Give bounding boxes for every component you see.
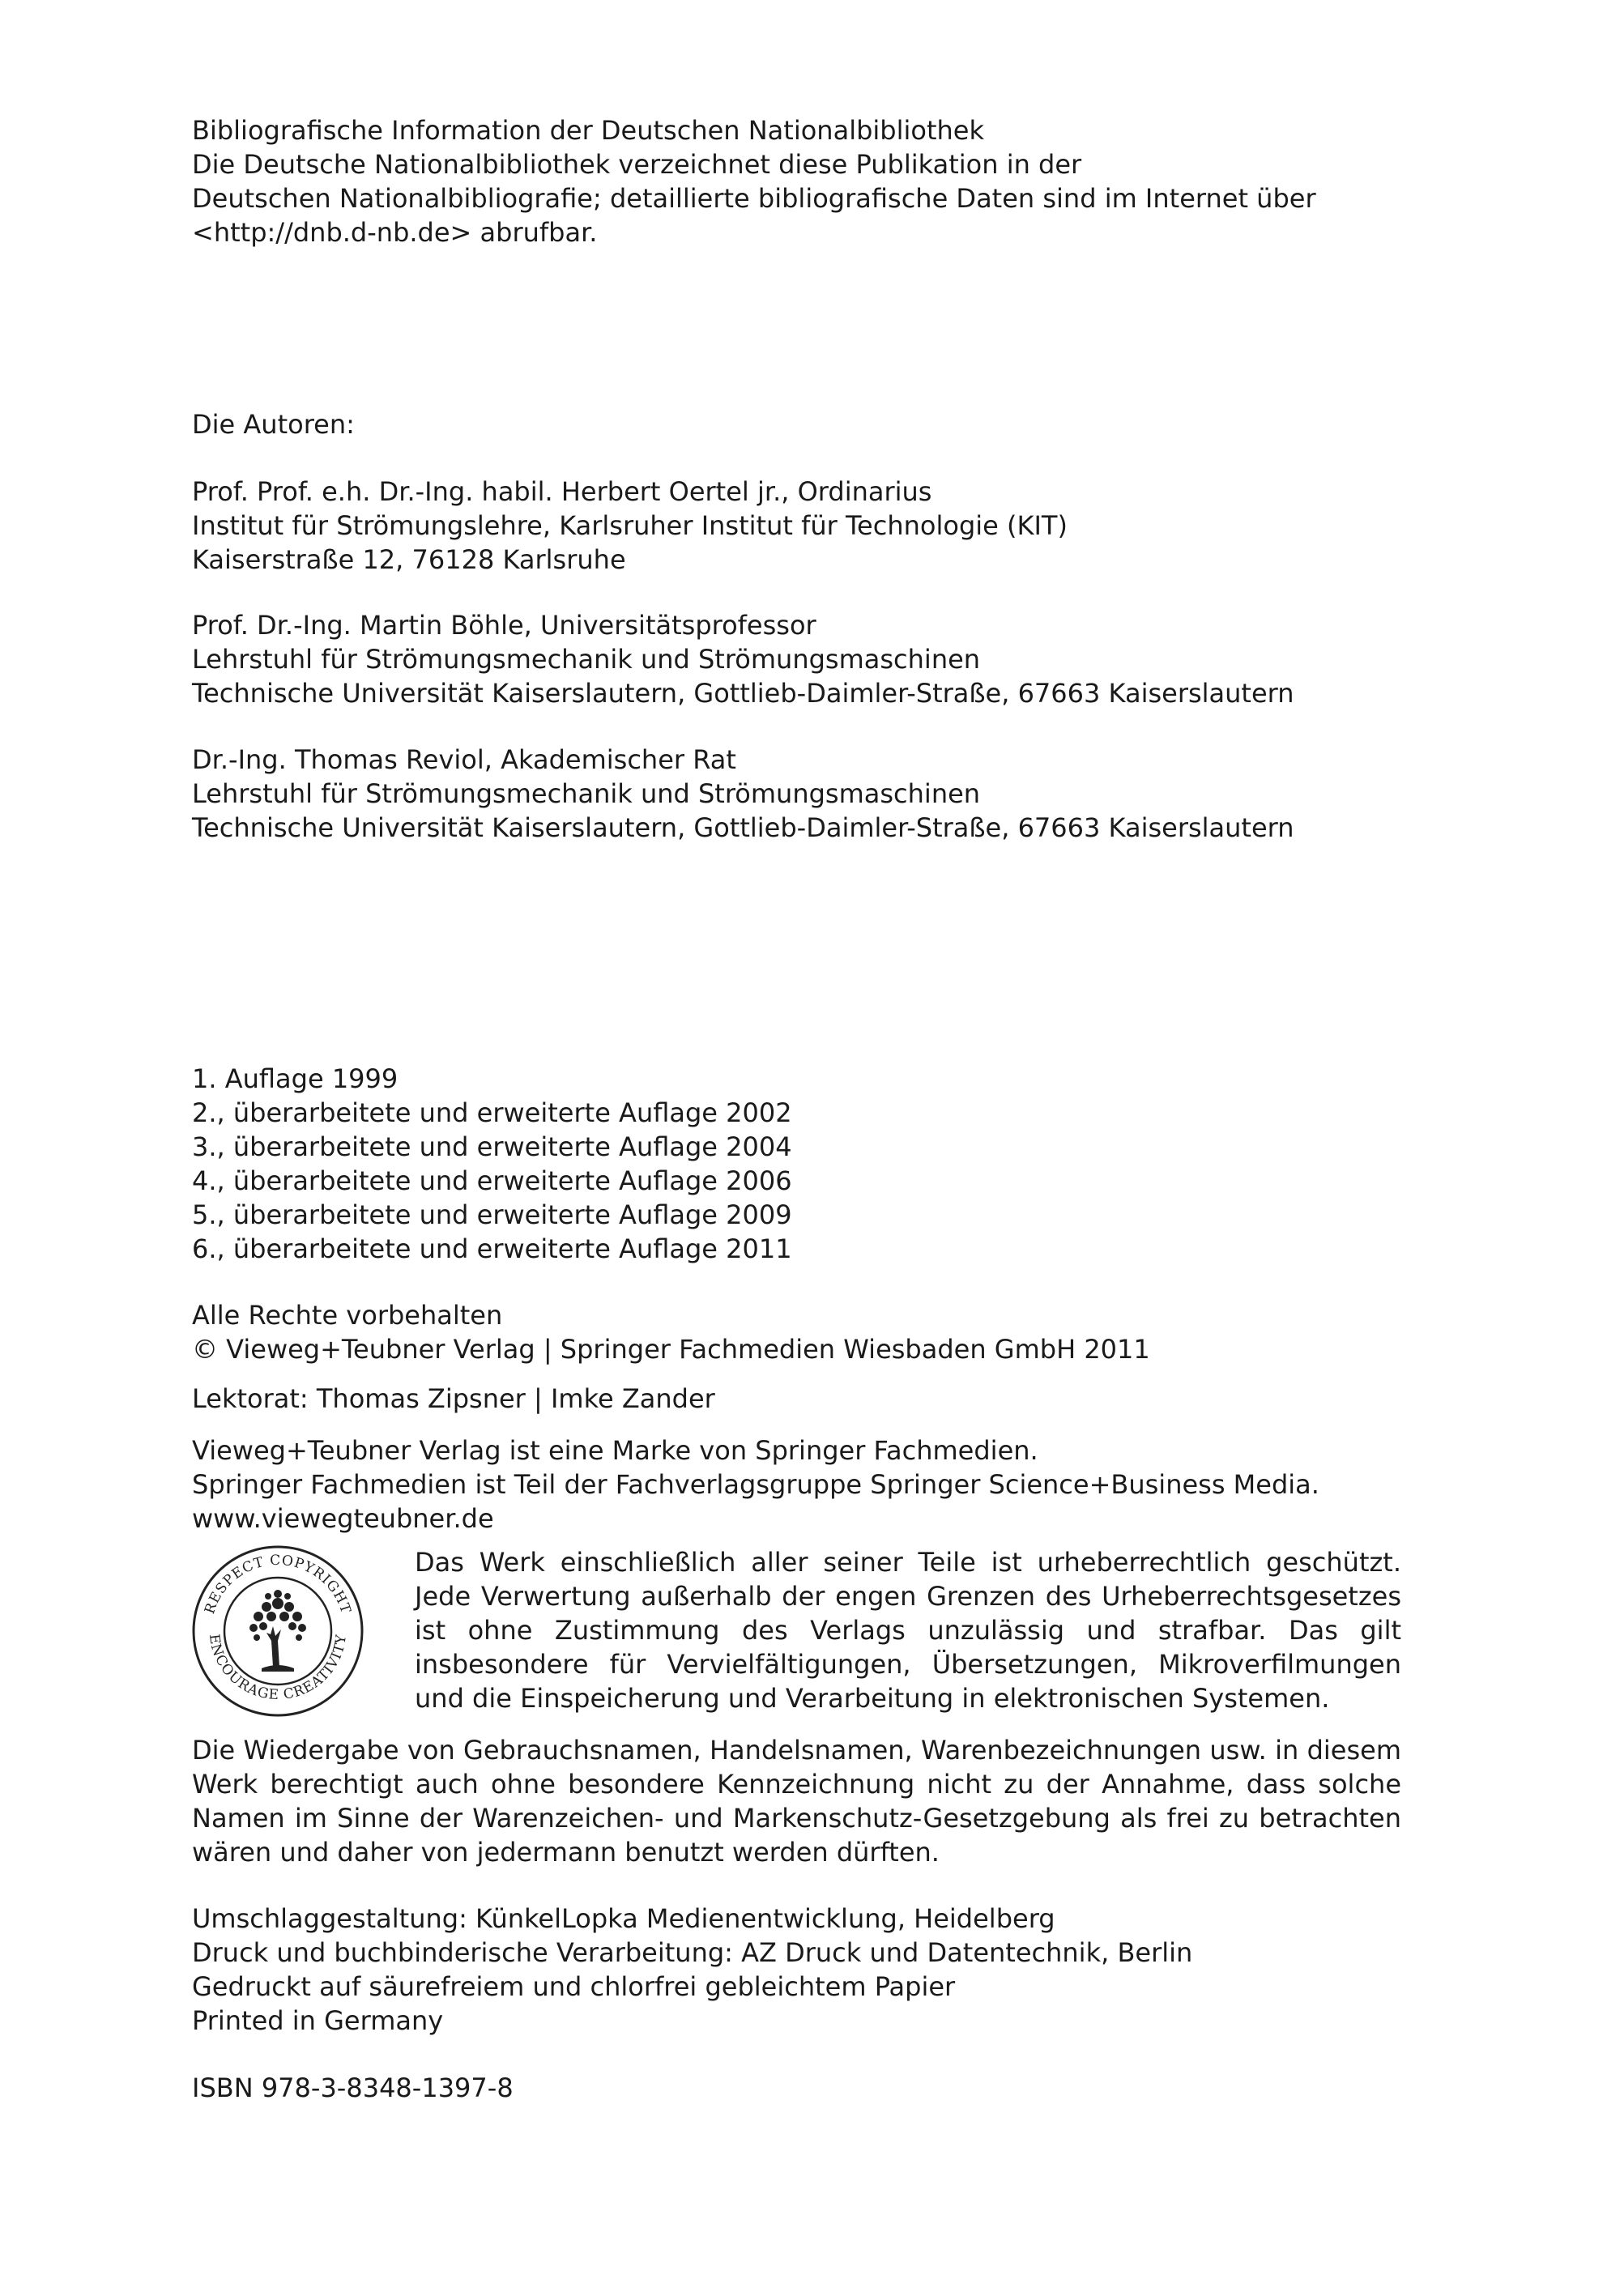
edition-line: 4., überarbeitete und erweiterte Auflage 2006	[192, 1165, 792, 1196]
production-line: Umschlaggestaltung: KünkelLopka Medienentwicklung, Heidelberg	[192, 1903, 1055, 1934]
author-line: Institut für Strömungslehre, Karlsruher Institut für Technologie (KIT)	[192, 510, 1068, 541]
seal-bottom-text: ENCOURAGE CREATIVITY	[205, 1633, 351, 1704]
edition-history	[192, 1062, 792, 1266]
author-entry	[192, 475, 1068, 577]
isbn	[192, 2071, 514, 2105]
seal-top-text: RESPECT COPYRIGHT	[202, 1552, 354, 1617]
publisher-line: Vieweg+Teubner Verlag ist eine Marke von Springer Fachmedien.	[192, 1435, 1038, 1466]
bib-line: Deutschen Nationalbibliografie; detaillierte bibliografische Daten sind im Internet über	[192, 183, 1316, 214]
edition-line: 6., überarbeitete und erweiterte Auflage 2011	[192, 1233, 792, 1264]
bibliographic-info	[192, 113, 1316, 249]
production-line: Gedruckt auf säurefreiem und chlorfrei gebleichtem Papier	[192, 1971, 956, 2002]
edition-line: 5., überarbeitete und erweiterte Auflage 2009	[192, 1199, 792, 1230]
copyright-notice	[415, 1545, 1401, 1715]
production-line: Printed in Germany	[192, 2005, 444, 2036]
author-line: Lehrstuhl für Strömungsmechanik und Strömungsmaschinen	[192, 778, 981, 809]
author-line: Kaiserstraße 12, 76128 Karlsruhe	[192, 544, 626, 575]
edition-line: 1. Auflage 1999	[192, 1063, 399, 1094]
authors-heading-text: Die Autoren:	[192, 409, 355, 440]
tree-icon	[192, 1545, 364, 1717]
editorial-credit	[192, 1382, 715, 1416]
author-entry	[192, 608, 1294, 710]
author-entry	[192, 743, 1294, 845]
copyright-seal	[192, 1545, 364, 1717]
author-line: Prof. Dr.-Ing. Martin Böhle, Universitätsprofessor	[192, 610, 816, 641]
bib-line: Bibliografische Information der Deutschen Nationalbibliothek	[192, 115, 984, 146]
author-line: Technische Universität Kaiserslautern, Gottlieb-Daimler-Straße, 67663 Kaiserslautern	[192, 678, 1294, 709]
publisher-info	[192, 1433, 1319, 1536]
edition-line: 3., überarbeitete und erweiterte Auflage 2004	[192, 1131, 792, 1162]
author-line: Prof. Prof. e.h. Dr.-Ing. habil. Herbert Oertel jr., Ordinarius	[192, 476, 932, 507]
publisher-line: Springer Fachmedien ist Teil der Fachverlagsgruppe Springer Science+Business Media.	[192, 1469, 1319, 1500]
trademark-notice	[192, 1733, 1401, 1869]
publisher-line[interactable]: www.viewegteubner.de	[192, 1503, 494, 1534]
author-line: Technische Universität Kaiserslautern, Gottlieb-Daimler-Straße, 67663 Kaiserslautern	[192, 812, 1294, 843]
edition-line: 2., überarbeitete und erweiterte Auflage 2002	[192, 1097, 792, 1128]
production-info	[192, 1902, 1192, 2038]
trademark-notice-text: Die Wiedergabe von Gebrauchsnamen, Handelsnamen, Warenbezeichnungen usw. in diesem Werk berechtigt auch ohne besondere Kennzeichnung nicht zu der Annahme, dass solche Namen im Sinne der Warenzeichen- und Markenschutz-Gesetzgebung als frei zu betrachten wären und daher von jedermann benutzt werden dürften.	[192, 1735, 1401, 1868]
author-line: Lehrstuhl für Strömungsmechanik und Strömungsmaschinen	[192, 644, 981, 675]
rights-reserved: Alle Rechte vorbehalten	[192, 1300, 503, 1331]
rights-statement	[192, 1298, 1150, 1366]
bib-line: <http://dnb.d-nb.de> abrufbar.	[192, 217, 598, 248]
production-line: Druck und buchbinderische Verarbeitung: AZ Druck und Datentechnik, Berlin	[192, 1937, 1193, 1968]
isbn-text: ISBN 978-3-8348-1397-8	[192, 2072, 514, 2103]
copyright-line: © Vieweg+Teubner Verlag | Springer Fachmedien Wiesbaden GmbH 2011	[192, 1334, 1150, 1365]
authors-heading	[192, 407, 355, 441]
copyright-notice-text: Das Werk einschließlich aller seiner Teile ist urheberrechtlich geschützt. Jede Verwertung außerhalb der engen Grenzen des Urheberrechtsgesetzes ist ohne Zustimmung des Verlags unzulässig und strafbar. Das gilt insbesondere für Vervielfältigungen, Übersetzungen, Mikroverfilmungen und die Einspeicherung und Verarbeitung in elektronischen Systemen.	[415, 1547, 1401, 1714]
author-line: Dr.-Ing. Thomas Reviol, Akademischer Rat	[192, 744, 736, 775]
bib-line: Die Deutsche Nationalbibliothek verzeichnet diese Publikation in der	[192, 149, 1082, 180]
editorial-line: Lektorat: Thomas Zipsner | Imke Zander	[192, 1383, 715, 1414]
